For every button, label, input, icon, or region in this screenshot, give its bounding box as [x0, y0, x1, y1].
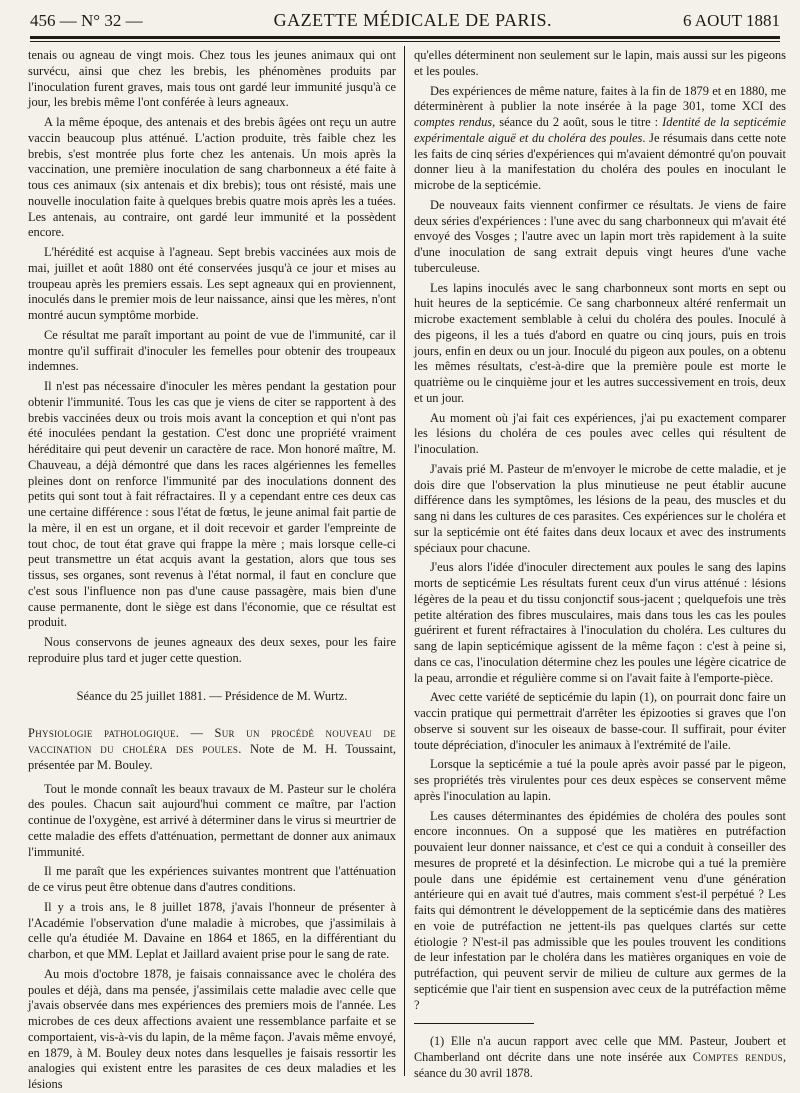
text-run: , séance du 30 avril 1878. — [414, 1050, 786, 1080]
footnote-rule — [414, 1023, 534, 1024]
left-column — [28, 48, 397, 1091]
paragraph: Les causes déterminantes des épidémies de choléra des poules sont encore inconnues. On a supposé que les matières en putréfaction pouvaient leur donner naissance, et c'est ce qui a conduit à conseiller des mesures de propreté et la désinfection. Le microbe qui a tué la première poule dans une épidémie est certainement venu d'une génération antérieure qui en avait tué d'autres, mais comment s'est-il perpétué ? Les faits qui démontrent le développement de la septicémie dans des matières en voie de putréfaction ne jettent-ils pas quelques clartés sur cette étiologie ? N'est-il pas admissible que les poules trouvent les conditions de leur infestation par le choléra dans les matières organiques en voie de putréfaction, qui peuvent servir de milieu de culture aux germes de la septicémie que l'air tient en suspension avec ceux de la putréfaction même ? — [414, 808, 786, 1012]
paragraph: Nous conservons de jeunes agneaux des deux sexes, pour les faire reproduire plus tard et juger cette question. — [28, 635, 396, 665]
paragraph — [414, 84, 786, 194]
text-run: . Je résumais dans cette note les faits de cinq séries d'expériences qui m'avaient démontré qu'on pouvait donner lieu à la manifestation du choléra des poules en inoculant le microbe de la septicémie. — [414, 130, 786, 192]
paragraph: qu'elles déterminent non seulement sur le lapin, mais aussi sur les pigeons et les poules. — [414, 48, 786, 78]
paragraph: Tout le monde connaît les beaux travaux de M. Pasteur sur le choléra des poules. Chacun sait aujourd'hui comment ce maître, par l'action continue de l'oxygène, est arrivé à déterminer dans le virus si meurtrier de cette maladie des effets d'atténuation, permettant de donner aux animaux l'immunité. — [28, 781, 396, 859]
paragraph: Les lapins inoculés avec le sang charbonneux sont morts en sept ou huit heures de la septicémie. Ce sang charbonneux altéré renfermait un microbe exactement semblable à celui du choléra des poules. Inoculé à des pigeons, il les a tués d'abord en quatre ou cinq jours, puis en trois jours, enfin en deux ou un jour. Inoculé du pigeon aux poules, on a obtenu les mêmes résultats, c'est-à-dire que la première poule est morte le quatrième ou le cinquième jour et les autres successivement en trois, deux et un jour. — [414, 280, 786, 405]
session-heading: Séance du 25 juillet 1881. — Présidence de M. Wurtz. — [76, 688, 348, 703]
paragraph: Au moment où j'ai fait ces expériences, j'ai pu exactement comparer les lésions du choléra de ces poules avec celles qui résultent de l'inoculation. — [414, 410, 786, 456]
paragraph: Il me paraît que les expériences suivantes montrent que l'atténuation de ce virus peut être obtenue dans d'autres conditions. — [28, 864, 396, 894]
paragraph: A la même époque, des antenais et des brebis âgées ont reçu un autre vaccin beaucoup plus atténué. L'action produite, très faible chez les brebis, s'est montrée plus forte chez les antenais. Un mois après la vaccination, une première inoculation de sang charbonneux a été faite à tous ces animaux (six antenais et dix brebis); tous ont résisté, mais une nouvelle inoculation faite à quelques brebis quatre mois après les a tuées. Les antenais, au contraire, ont gardé leur immunité et la possèdent encore. — [28, 115, 396, 240]
italic-title: Identité de la septicémie expérimentale aiguë et du choléra des poules — [414, 115, 786, 145]
journal-title: GAZETTE MÉDICALE DE PARIS. — [273, 10, 552, 30]
article-author: Note de M. H. Toussaint, présentée par M. Bouley. — [28, 742, 397, 772]
paragraph: De nouveaux faits viennent confirmer ce résultats. Je viens de faire deux séries d'expériences : l'une avec du sang charbonneux qui m'avait été envoyé des Vosges ; l'autre avec un lapin mort très rapidement à la suite d'une inoculation de sang extrait depuis vingt heures d'une vache tuberculeuse. — [414, 197, 786, 275]
footnote — [414, 1034, 786, 1081]
column-divider — [404, 46, 405, 1076]
paragraph: Lorsque la septicémie a tué la poule après avoir passé par le pigeon, ses propriétés très virulentes pour ces deux espèces se conservent même après l'inoculation au lapin. — [414, 757, 786, 803]
right-column — [414, 48, 786, 1080]
paragraph: Il y a trois ans, le 8 juillet 1878, j'avais l'honneur de présenter à l'Académie l'observation d'une maladie à microbes, que j'assimilais à celle qu'a étudiée M. Davaine en 1864 et 1865, en la différentiant du charbon, et que MM. Leplat et Jaillard avaient prise pour le sang de rate. — [28, 899, 396, 961]
paragraph: J'avais prié M. Pasteur de m'envoyer le microbe de cette maladie, et je dois dire que l'observation la plus minutieuse ne peut établir aucune différence dans les symptômes, les lésions de la peau, des muscles et du sang ni dans les cultures de ces parasites. Ces expériences sur le choléra et sur la septicémie ont été faites dans deux locaux et avec des instruments spéciaux pour chacune. — [414, 461, 786, 555]
article-title: Physiologie pathologique. — Sur un procédé nouveau de vaccination du choléra des poules. — [28, 726, 396, 756]
text-run: Des expériences de même nature, faites à la fin de 1879 et en 1880, me déterminèrent à publier la note insérée à la page 301, tome XCI des — [414, 83, 786, 114]
paragraph: J'eus alors l'idée d'inoculer directement aux poules le sang des lapins morts de septicémie Les résultats furent ceux d'un virus atténué : lésions légères de la peau et du tissu conjonctif sous-jacent ; quelquefois une très petite altération des fibres musculaires, mais dans tous les cas les poules guérirent et furent réfractaires à l'inoculation du choléra. Les cultures du sang de lapin septicémique agissent de la même façon : c'est à peine si, dans ce cas, l'inoculation détermine chez les poules une légère cicatrice de la peau, arrondie et régulière comme si on l'avait faite à l'emporte-pièce. — [414, 560, 786, 685]
article-heading — [28, 726, 396, 773]
paragraph: Il n'est pas nécessaire d'inoculer les mères pendant la gestation pour obtenir l'immunité. Tous les cas que je viens de citer se rapportent à des brebis vaccinées deux ou trois mois avant la conception et qui n'ont pas été inoculées pendant la gestation. C'est donc une propriété vraiment héréditaire qui peut devenir un caractère de race. Mon honoré maître, M. Chauveau, a déjà démontré que dans les races algériennes les femelles pleines dont on renforce l'immunité par des inoculations donnent des petits qui sont tout à fait réfractaires. Il y a cependant entre ces deux cas une certaine différence : sous l'état de fœtus, le jeune animal fait partie de la mère, il en est un organe, et il doit recevoir et garder l'empreinte de tout choc, de tout état grave qui frappe la mère ; mais lorsque celle-ci peut transmettre un état acquis avant la gestation, alors que tous ses tissus, ses organes, sont revenus à l'état normal, il faut en conclure que c'est sous l'influence non pas d'une cause passagère, mais bien d'une cause permanente, dont le siège est dans l'économie, que ce résultat est produit. — [28, 379, 396, 630]
text-run: (1) Elle n'a aucun rapport avec celle que MM. Pasteur, Joubert et Chamberland ont décrite dans une note insérée aux — [414, 1034, 786, 1064]
paragraph: L'hérédité est acquise à l'agneau. Sept brebis vaccinées aux mois de mai, juillet et août 1880 ont été conservées jusqu'à ce jour et mises au troupeau après les premiers essais. Les sept agneaux qui en proviennent, inoculés dans le premier mois de leur naissance, ainsi que les mères, n'ont montré aucun symptôme morbide. — [28, 245, 396, 322]
page-header — [30, 10, 780, 34]
issue-date: 6 AOUT 1881 — [683, 11, 780, 30]
text-run: Comptes rendus — [692, 1050, 783, 1064]
paragraph: tenais ou agneau de vingt mois. Chez tous les jeunes animaux qui ont survécu, ainsi que chez les brebis, les phénomènes produits par l'inoculation furent graves, mais tous ont gardé leur immunité jusqu'à ce jour, les brebis même l'ont conférée à leurs agneaux. — [28, 48, 396, 110]
paragraph: Au mois d'octobre 1878, je faisais connaissance avec le choléra des poules et déjà, dans ma pensée, j'assimilais cette maladie avec celle que j'avais observée dans mes expériences des premiers mois de l'année. Les microbes de ces deux affections avaient une ressemblance parfaite et se comportaient, vis-à-vis du lapin, de la même façon. J'avais même envoyé, en 1879, à M. Bouley deux notes dans lesquelles je faisais ressortir les analogies qui existent entre les parasites de ces deux maladies et les lésions — [28, 966, 396, 1091]
italic-run: comptes rendus — [414, 115, 493, 129]
paragraph: Avec cette variété de septicémie du lapin (1), on pourrait donc faire un vaccin pratique qui permettrait d'arrêter les épizooties si graves que l'on observe si souvent sur les oiseaux de basse-cour. Il suffirait, pour éviter toute dépréciation, d'inoculer les animaux à l'extrémité de l'aile. — [414, 690, 786, 752]
text-run: , séance du 2 août, sous le titre : — [492, 115, 663, 129]
page-number: 456 — N° 32 — — [30, 11, 143, 30]
paragraph: Ce résultat me paraît important au point de vue de l'immunité, car il montre qu'il suffirait d'inoculer les femelles pour obtenir des troupeaux indemnes. — [28, 327, 396, 374]
header-rule — [30, 36, 780, 42]
